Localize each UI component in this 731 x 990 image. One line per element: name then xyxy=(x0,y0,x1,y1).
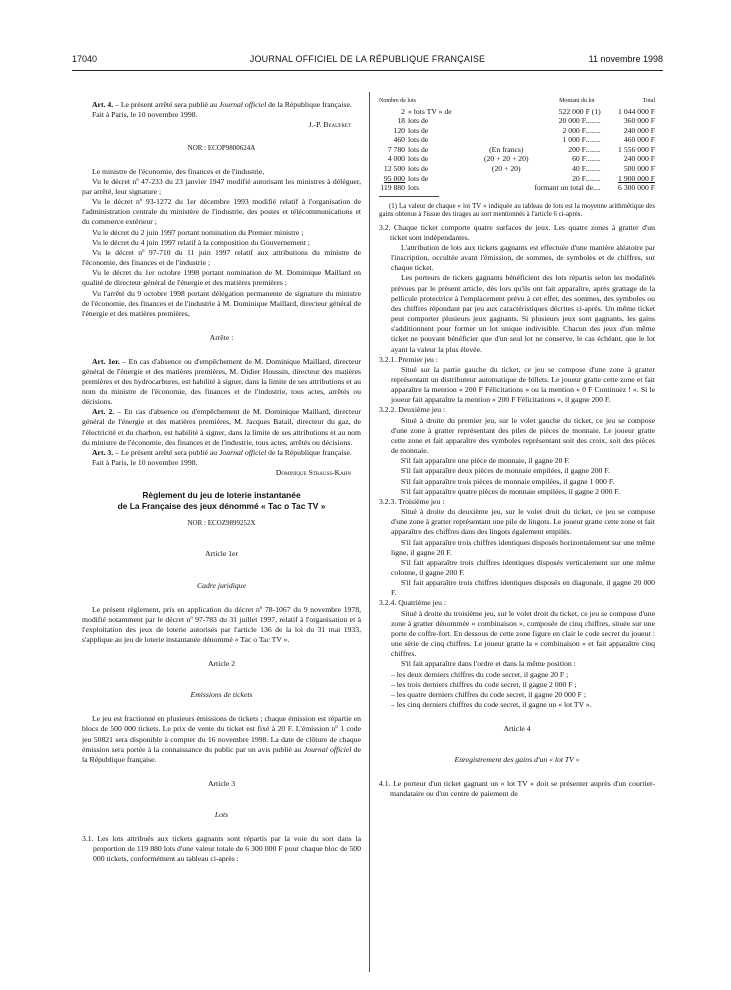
nor-reference: NOR : ECOZ9899252X xyxy=(187,519,256,528)
paragraph: Vu le décret du 1er octobre 1998 portant nomination de M. Dominique Maillard en qualité de directeur général de l'énergie et des matières premières ; xyxy=(82,268,361,288)
table-row: 460 lots de 1 000 F........ 460 000 F xyxy=(393,135,655,145)
paragraph: Situé sur la partie gauche du ticket, ce jeu se compose d'une zone à gratter représentant un distributeur automatique de billets. Le joueur gratte cette zone et fait apparaître la mention « 200 F Félicitations » ou la mention « 0 F Continuez ! ». Si le joueur fait apparaître la mention « 200 F Félicitations », il gagne 200 F. xyxy=(391,364,655,405)
section-heading: 3.2.4. Quatrième jeu : xyxy=(379,598,447,608)
signature: Dominique Strauss-Kahn xyxy=(275,468,351,478)
article-heading: Article 4 xyxy=(503,723,531,733)
paragraph: 3.1. Les lots attribués aux tickets gagnants sont répartis par la voie du sort dans la proportion de 119 880 lots d'une valeur totale de 6 300 000 F pour chaque bloc de 500 000 tickets, conformément au tableau ci-après : xyxy=(82,834,361,864)
paragraph: Vu le décret nº 97-710 du 11 juin 1997 relatif aux attributions du ministre de l'économie, des finances et de l'industrie ; xyxy=(82,247,361,268)
paragraph: Vu l'arrêté du 9 octobre 1998 portant délégation permanente de signature du ministre de l'économie, des finances et de l'industrie à M. Dominique Maillard, directeur général de l'énergie et des matières premières, xyxy=(82,288,361,318)
article-heading: Article 2 xyxy=(207,658,236,668)
nor-reference: NOR : ECOP9800624A xyxy=(187,144,256,153)
paragraph: S'il fait apparaître quatre pièces de monnaie empilées, il gagne 2 000 F. xyxy=(401,486,620,496)
right-column xyxy=(379,98,655,800)
article-paragraph: Art. 1er. – En cas d'absence ou d'empêchement de M. Dominique Maillard, directeur général de l'énergie et des matières premières, M. Didier Houssin, directeur des matières premières et des hydrocarbures, est habilité à signer, dans la limite de ses attributions et au nom du ministre de l'économie, des finances et de l'industrie, tous actes, arrêtés ou décisions. xyxy=(82,356,361,407)
paragraph: S'il fait apparaître une pièce de monnaie, il gagne 20 F. xyxy=(401,456,570,466)
footnote: (1) La valeur de chaque « lot TV » indiquée au tableau de lots est la moyenne arithmétique des gains obtenus à l'issue des tirages au sort mentionnés à l'article 6 ci-après. xyxy=(379,202,655,219)
paragraph: Vu le décret du 2 juin 1997 portant nomination du Premier ministre ; xyxy=(92,227,304,237)
paragraph: S'il fait apparaître dans l'ordre et dans la même position : xyxy=(401,659,576,669)
paragraph: Art. 4. – Le présent arrêté sera publié au Journal officiel de la République française. xyxy=(92,100,352,109)
list-item: – les trois derniers chiffres du code secret, il gagne 2 000 F ; xyxy=(391,679,577,689)
section-paragraph: 4.1. Le porteur d'un ticket gagnant un « lot TV » doit se présenter auprès d'un courtier-mandataire ou d'un centre de paiement de xyxy=(379,779,655,799)
paragraph: Situé à droite du deuxième jeu, sur le volet droit du ticket, ce jeu se compose d'une zone à gratter représentant une pile de lingots. Le joueur gratte cette zone et fait apparaître des chiffres dans des lingots également empilés. xyxy=(391,507,655,537)
table-row: 95 000 lots de 20 F........ 1 900 000 F xyxy=(383,173,655,183)
paragraph: S'il fait apparaître trois chiffres identiques disposés horizontalement sur une même ligne, il gagne 20 F. xyxy=(391,537,656,557)
table-row: 4 000 lots de (20 + 20 + 20) 60 F........ 240 000 F xyxy=(387,154,655,164)
signature: J.-P. Beaufret xyxy=(308,120,351,130)
page-number: 17040 xyxy=(72,54,98,64)
page-header xyxy=(72,54,663,68)
paragraph: Vu le décret nº 47-233 du 23 janvier 1947 modifié autorisant les ministres à déléguer, par arrêté, leur signature ; xyxy=(82,176,361,196)
section-heading: 3.2.3. Troisième jeu : xyxy=(379,496,445,506)
arrete-heading: Arrête : xyxy=(209,332,234,342)
journal-title: JOURNAL OFFICIEL DE LA RÉPUBLIQUE FRANÇAISE xyxy=(249,54,486,64)
section-heading: 3.2.2. Deuxième jeu : xyxy=(379,405,446,415)
paragraph: S'il fait apparaître deux pièces de monnaie empilées, il gagne 200 F. xyxy=(401,466,610,476)
table-total-row: 119 880 lots formant un total de.... 6 300 000 F xyxy=(380,183,655,193)
list-item: – les quatre derniers chiffres du code secret, il gagne 20 000 F ; xyxy=(391,689,586,699)
table-row: 18 lots de 20 000 F........ 360 000 F xyxy=(397,116,655,126)
list-item: – les cinq derniers chiffres du code secret, il gagne un « lot TV ». xyxy=(391,700,592,709)
column-header xyxy=(474,98,539,107)
table-header-row xyxy=(379,98,655,107)
article-heading: Article 1er xyxy=(204,549,239,559)
paragraph: Le présent règlement, pris en application du décret nº 78-1067 du 9 novembre 1978, modifié notamment par le décret nº 97-783 du 31 juillet 1997, relatif à l'organisation et à l'exploitation des jeux de loterie autorisés par l'article 136 de la loi du 31 mai 1933, s'applique au jeu de loterie instantanée dénommé « Tac o Tac TV ». xyxy=(82,604,361,645)
list-item: – les deux derniers chiffres du code secret, il gagne 20 F ; xyxy=(391,669,569,679)
table-row: 2 « lots TV » de 522 000 F (1) 1 044 000 F xyxy=(401,106,655,116)
paragraph: Vu le décret du 4 juin 1997 relatif à la composition du Gouvernement ; xyxy=(92,237,310,247)
article-subtitle: Enregistrement des gains d'un « lot TV » xyxy=(454,755,580,765)
footnote-rule xyxy=(379,196,439,197)
header-rule xyxy=(72,70,663,71)
table-row: 12 500 lots de (20 + 20) 40 F........ 500 000 F xyxy=(383,164,655,174)
paragraph: S'il fait apparaître trois chiffres identiques disposés verticalement sur une même colonne, il gagne 200 F. xyxy=(391,557,655,577)
section-paragraph: 3.2. Chaque ticket comporte quatre surfaces de jeux. Les quatre zones à gratter d'un ticket sont indépendantes. xyxy=(379,222,655,242)
paragraph: S'il fait apparaître trois chiffres identiques disposés en diagonale, il gagne 20 000 F. xyxy=(391,578,655,598)
paragraph: Le ministre de l'économie, des finances et de l'industrie, xyxy=(92,166,265,176)
paragraph: Fait à Paris, le 10 novembre 1998. xyxy=(92,110,198,120)
article-paragraph: Art. 3. – Le présent arrêté sera publié au Journal officiel de la République française. xyxy=(92,447,352,457)
paragraph: S'il fait apparaître trois pièces de monnaie empilées, il gagne 1 000 F. xyxy=(401,476,615,486)
article-paragraph: Art. 2. – En cas d'absence ou d'empêchement de M. Dominique Maillard, directeur général de l'énergie et des matières premières, M. Jacques Batail, directeur du gaz, de l'électricité et du charbon, est habilité à signer, dans la limite de ses attributions et au nom du ministre de l'économie, des finances et de l'industrie, tous actes, arrêtés ou décisions. xyxy=(82,407,362,447)
paragraph: Vu le décret nº 93-1272 du 1er décembre 1993 modifié relatif à l'organisation de l'administration centrale du ministère de l'industrie, des postes et télécommunications et du commerce extérieur ; xyxy=(82,197,361,227)
lots-table xyxy=(379,98,655,193)
paragraph: Les porteurs de tickets gagnants bénéficient des lots répartis selon les modalités prévues par le présent article, dès lors qu'ils ont fait apparaître, après grattage de la pellicule protectrice à l'emplacement prévu à cet effet, des sommes, des symboles ou des chiffres répondant par jeu aux caractéristiques décrites ci-après. Un même ticket peut comporter plusieurs jeux gagnants. Si plusieurs jeux sont gagnants, les gains s'additionnent pour former un lot unique indivisible. Chacun des jeux d'un même ticket ne pouvant bénéficier que d'un seul lot ne conserve, le cas échéant, que le lot ayant la valeur la plus élevée. xyxy=(391,273,655,354)
column-header: Total xyxy=(642,98,655,104)
regulation-title: Règlement du jeu de loterie instantanée de La Française des jeux dénommé « Tac o Tac TV » xyxy=(117,490,326,511)
left-column xyxy=(82,100,361,865)
paragraph: L'attribution de lots aux tickets gagnants est effectuée d'une manière aléatoire par l'inscription, occultée avant l'émission, de sommes, de symboles et de chiffres, sur chaque ticket. xyxy=(391,242,655,273)
table-row: 120 lots de 2 000 F........ 240 000 F xyxy=(393,125,655,135)
article-subtitle: Emissions de tickets xyxy=(190,690,253,700)
section-heading: 3.2.1. Premier jeu : xyxy=(379,354,438,364)
article-subtitle: Cadre juridique xyxy=(196,580,247,590)
column-divider xyxy=(369,92,370,972)
paragraph: Situé à droite du premier jeu, sur le volet gauche du ticket, ce jeu se compose d'une zone à gratter représentant des piles de pièces de monnaie. Le joueur gratte cette zone et fait apparaître des symboles représentant soit des croix, soit des pièces de monnaie. xyxy=(391,415,655,456)
paragraph: Fait à Paris, le 10 novembre 1998. xyxy=(92,458,198,468)
column-header: Montant du lot xyxy=(559,98,595,104)
table-row: 7 780 lots de (En francs) 200 F........ 1 556 000 F xyxy=(387,144,655,154)
article-subtitle: Lots xyxy=(214,810,229,820)
paragraph: Le jeu est fractionné en plusieurs émissions de tickets ; chaque émission est répartie en blocs de 500 000 tickets. Le prix de vente du ticket est fixé à 20 F. L'émission nº 1 code jeu 50821 sera disponible à compter du 16 novembre 1998. La date de clôture de chaque émission sera portée à la connaissance du public par un avis publié au Journal officiel de la République française. xyxy=(82,714,361,764)
article-heading: Article 3 xyxy=(207,778,236,788)
paragraph: Situé à droite du troisième jeu, sur le volet droit du ticket, ce jeu se compose d'une zone à gratter dénommée « combinaison », composée de cinq chiffres, située sur une porte de coffre-fort. En dessous de cette zone figure en clair le code secret du joueur : une série de cinq chiffres. Le joueur gratte la « combinaison » et fait apparaître cinq chiffres. xyxy=(391,608,655,659)
column-header: Nombre de lots xyxy=(379,98,416,104)
issue-date: 11 novembre 1998 xyxy=(588,54,663,64)
